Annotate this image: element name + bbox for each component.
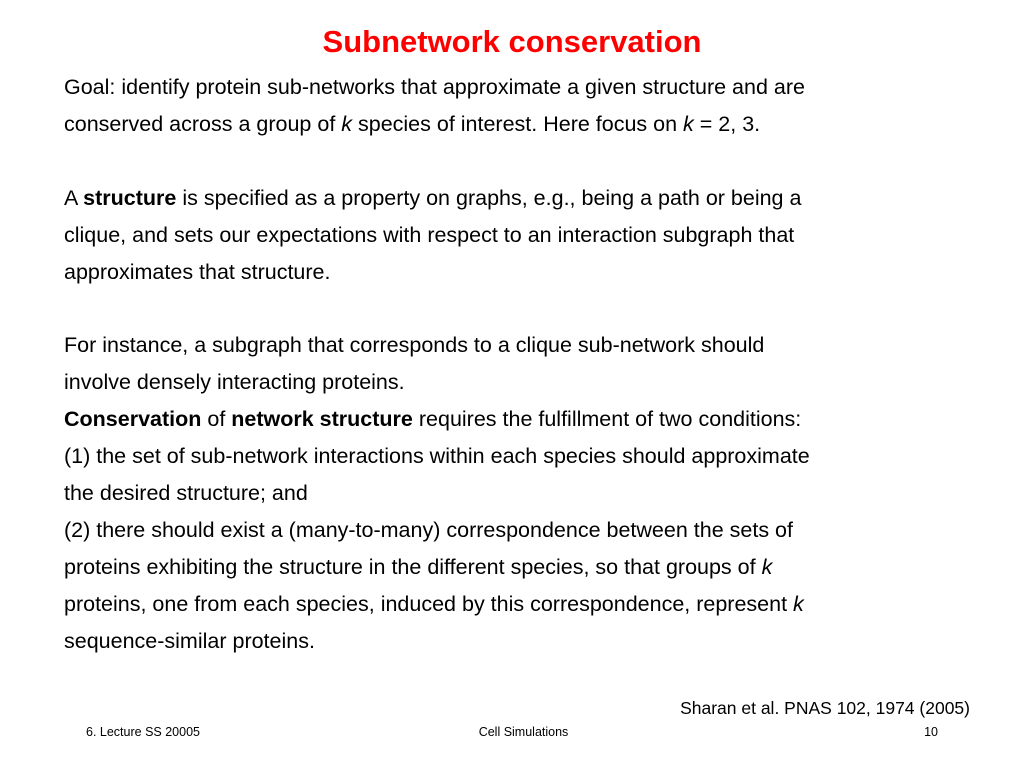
condition-1-line-1: (1) the set of sub-network interactions within each species should approximate bbox=[64, 444, 810, 469]
conservation-line-1: Conservation of network structure requires the fulfillment of two conditions: bbox=[64, 407, 802, 432]
condition-2-line-1: (2) there should exist a (many-to-many) correspondence between the sets of bbox=[64, 517, 793, 542]
goal-paragraph bbox=[64, 69, 964, 143]
condition-1-line-2: the desired structure; and bbox=[64, 480, 308, 505]
instance-line-2: involve densely interacting proteins. bbox=[64, 370, 405, 395]
condition-2-line-4: sequence-similar proteins. bbox=[64, 628, 315, 653]
conservation-paragraph bbox=[64, 401, 964, 659]
condition-2-line-3: proteins, one from each species, induced by this correspondence, represent k bbox=[64, 591, 804, 616]
footer-lecture: 6. Lecture SS 20005 bbox=[86, 725, 200, 739]
footer-course: Cell Simulations bbox=[478, 725, 569, 739]
slide-title: Subnetwork conservation bbox=[322, 24, 702, 59]
spacer bbox=[64, 143, 964, 180]
instance-line-1: For instance, a subgraph that corresponds to a clique sub-network should bbox=[64, 333, 765, 358]
structure-line-3: approximates that structure. bbox=[64, 259, 331, 284]
slide-body bbox=[64, 69, 964, 659]
instance-paragraph bbox=[64, 327, 964, 401]
citation: Sharan et al. PNAS 102, 1974 (2005) bbox=[680, 698, 970, 718]
structure-paragraph bbox=[64, 180, 964, 291]
spacer bbox=[64, 290, 964, 327]
structure-line-2: clique, and sets our expectations with respect to an interaction subgraph that bbox=[64, 222, 795, 247]
goal-line-1: Goal: identify protein sub-networks that approximate a given structure and are bbox=[64, 75, 805, 99]
condition-2-line-2: proteins exhibiting the structure in the different species, so that groups of k bbox=[64, 554, 773, 579]
goal-line-2: conserved across a group of k species of interest. Here focus on k = 2, 3. bbox=[64, 111, 761, 136]
structure-line-1: A structure is specified as a property on graphs, e.g., being a path or being a bbox=[64, 185, 802, 210]
footer-page-number: 10 bbox=[924, 725, 938, 739]
